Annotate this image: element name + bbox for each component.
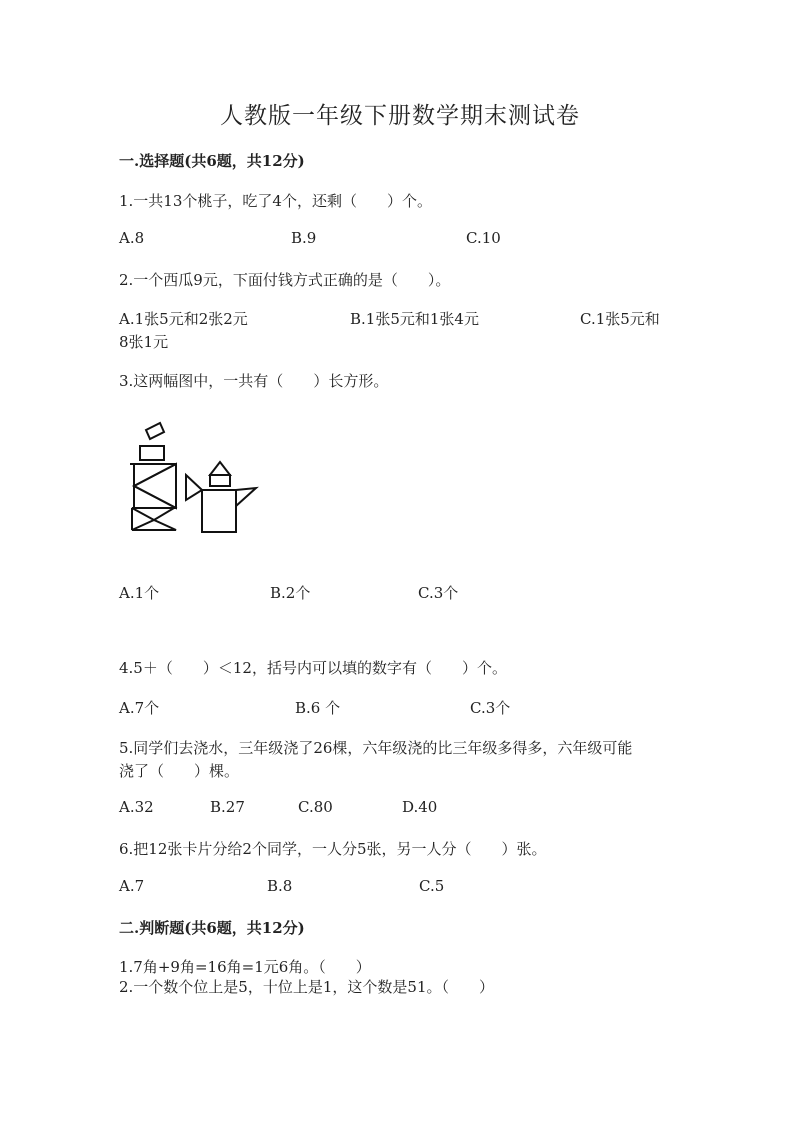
option-q1-b: B.9 [291, 229, 317, 247]
teapot-spout-triangle [236, 488, 256, 506]
option-q6-a: A.7 [119, 877, 145, 895]
option-q3-a: A.1个 [119, 584, 160, 602]
option-q1-a: A.8 [119, 229, 145, 247]
judgement-question-1: 1.7角+9角=16角=1元6角。（ ） [119, 958, 371, 976]
option-q4-c: C.3个 [470, 699, 511, 717]
option-q4-a: A.7个 [119, 699, 160, 717]
figure-triangle-5 [132, 520, 176, 530]
option-q5-b: B.27 [210, 798, 245, 816]
figure-head-square [146, 423, 164, 439]
question-5-continued: 浇了（ ）棵。 [119, 762, 240, 780]
teapot-lid-rect [210, 475, 230, 486]
option-q1-c: C.10 [466, 229, 501, 247]
judgement-question-2: 2.一个数个位上是5，十位上是1，这个数是51。（ ） [119, 978, 494, 996]
option-q6-c: C.5 [419, 877, 445, 895]
option-q3-c: C.3个 [418, 584, 459, 602]
option-q5-a: A.32 [119, 798, 154, 816]
question-2: 2.一个西瓜9元，下面付钱方式正确的是（ ）。 [119, 271, 451, 289]
option-q2-a: A.1张5元和2张2元 [119, 310, 248, 328]
teapot-body-square [202, 490, 236, 532]
option-q2-b: B.1张5元和1张4元 [350, 310, 479, 328]
question-5: 5.同学们去浇水，三年级浇了26棵，六年级浇的比三年级多得多，六年级可能 [119, 739, 633, 757]
option-q2-c-continued: 8张1元 [119, 333, 169, 351]
figure-triangle-3 [134, 486, 176, 508]
option-q5-d: D.40 [402, 798, 438, 816]
option-q5-c: C.80 [298, 798, 333, 816]
option-q6-b: B.8 [267, 877, 293, 895]
option-q3-b: B.2个 [270, 584, 311, 602]
question-3: 3.这两幅图中，一共有（ ）长方形。 [119, 372, 389, 390]
section-heading-judgement: 二.判断题(共6题，共12分) [119, 919, 305, 937]
question-4: 4.5＋（ ）＜12，括号内可以填的数字有（ ）个。 [119, 659, 507, 677]
teapot-lid-triangle [210, 462, 230, 475]
page-title: 人教版一年级下册数学期末测试卷 [220, 103, 580, 129]
question-1: 1.一共13个桃子，吃了4个，还剩（ ）个。 [119, 192, 432, 210]
section-heading-choice: 一.选择题(共6题，共12分) [119, 152, 305, 170]
option-q2-c: C.1张5元和 [580, 310, 660, 328]
figure-neck-rect [140, 446, 164, 460]
figure-triangle-2 [134, 464, 176, 508]
figure-triangle-4 [132, 508, 174, 520]
option-q4-b: B.6 个 [295, 699, 341, 717]
teapot-handle-triangle [186, 475, 202, 500]
question-6: 6.把12张卡片分给2个同学，一人分5张，另一人分（ ）张。 [119, 840, 547, 858]
tangram-figure [124, 420, 264, 542]
